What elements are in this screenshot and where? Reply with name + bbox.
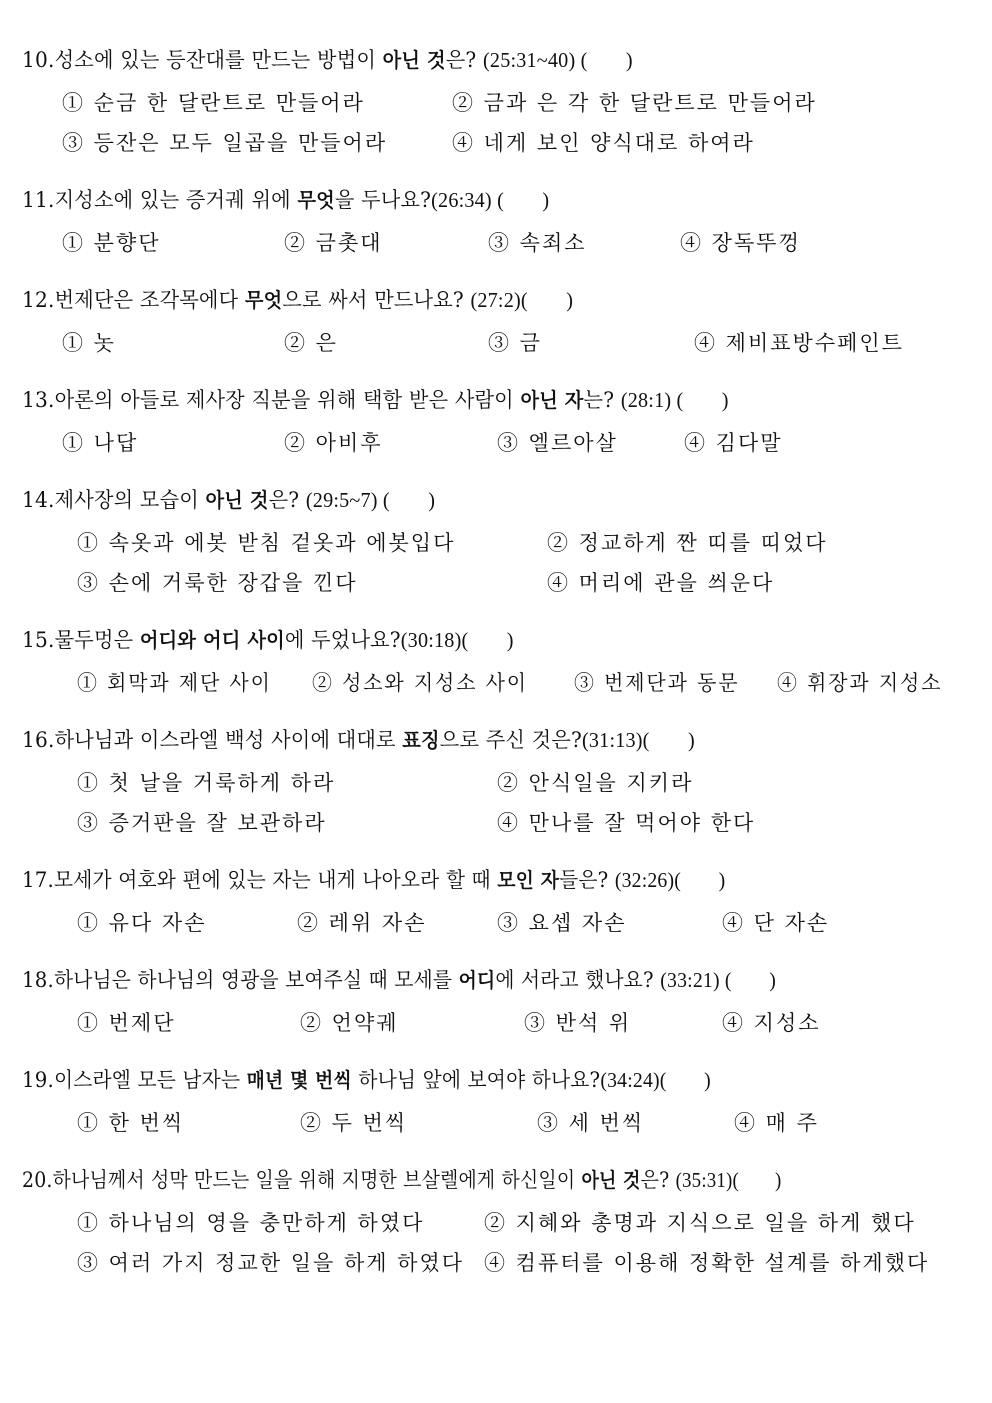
question-text-part: 성소에 있는 등잔대를 만드는 방법이	[54, 48, 383, 72]
answer-option[interactable]: ② 금촛대	[284, 231, 383, 255]
answer-option[interactable]: ② 은	[284, 331, 338, 355]
question-number: 14.	[22, 488, 55, 512]
answer-option[interactable]: ① 순금 한 달란트로 만들어라	[62, 91, 365, 115]
question-text-part: 들은?	[559, 868, 615, 892]
answer-option[interactable]: ④ 매 주	[734, 1111, 819, 1135]
question-text-part: 은?	[445, 48, 484, 72]
answer-option[interactable]: ③ 증거판을 잘 보관하라	[77, 811, 327, 835]
scripture-reference: (31:13)(	[581, 728, 650, 752]
question-text	[22, 485, 944, 515]
answer-option[interactable]: ③ 요셉 자손	[497, 911, 627, 935]
answer-option[interactable]: ② 두 번씩	[300, 1111, 408, 1135]
option-row	[22, 563, 982, 603]
question-keyword: 어디	[458, 968, 496, 992]
question-text	[22, 45, 944, 75]
question-text-part: 는?	[583, 388, 621, 412]
answer-option[interactable]: ① 분향단	[62, 231, 161, 255]
question-text	[22, 965, 924, 995]
question-15	[22, 625, 982, 703]
answer-option[interactable]: ① 한 번씩	[77, 1111, 185, 1135]
answer-option[interactable]: ① 나답	[62, 431, 139, 455]
answer-option[interactable]: ④ 장독뚜껑	[680, 231, 801, 255]
question-text	[22, 865, 924, 895]
question-number: 17.	[22, 868, 54, 892]
option-row	[22, 1203, 982, 1243]
question-text-part: 제사장의 모습이	[54, 488, 206, 512]
option-row	[22, 423, 982, 463]
answer-blank-close: )	[506, 628, 514, 652]
question-text-part: 하나님과 이스라엘 백성 사이에 대대로	[54, 728, 403, 752]
answer-option[interactable]: ② 금과 은 각 한 달란트로 만들어라	[452, 91, 817, 115]
scripture-reference: (29:5~7) (	[305, 488, 390, 512]
question-text-part: 에 두었나요?	[284, 628, 401, 652]
answer-blank-close: )	[625, 48, 633, 72]
scripture-reference: (34:24)(	[600, 1068, 667, 1092]
question-text	[22, 285, 944, 315]
question-keyword: 아닌 것	[205, 488, 269, 512]
answer-option[interactable]: ④ 김다말	[684, 431, 783, 455]
answer-blank-close: )	[718, 868, 726, 892]
question-16	[22, 725, 982, 843]
scripture-reference: (35:31)(	[675, 1168, 739, 1192]
question-number: 13.	[22, 388, 55, 412]
answer-option[interactable]: ③ 세 번씩	[537, 1111, 645, 1135]
answer-blank-close: )	[721, 388, 729, 412]
option-row	[22, 803, 982, 843]
answer-option[interactable]: ① 놋	[62, 331, 116, 355]
answer-option[interactable]: ③ 엘르아살	[497, 431, 618, 455]
option-row	[22, 323, 982, 363]
question-text-part: 은?	[268, 488, 306, 512]
option-row	[22, 903, 982, 943]
scripture-reference: (26:34) (	[431, 188, 504, 212]
question-keyword: 아닌 것	[581, 1168, 641, 1192]
answer-option[interactable]: ② 언약궤	[300, 1011, 399, 1035]
answer-option[interactable]: ③ 등잔은 모두 일곱을 만들어라	[62, 131, 388, 155]
question-text-part: 으로 싸서 만드나요?	[282, 288, 471, 312]
question-keyword: 어디와 어디 사이	[139, 628, 285, 652]
question-number: 20.	[22, 1168, 53, 1192]
answer-option[interactable]: ③ 손에 거룩한 장갑을 낀다	[77, 571, 358, 595]
question-19	[22, 1065, 982, 1143]
question-20	[22, 1165, 982, 1283]
question-10	[22, 45, 982, 163]
question-11	[22, 185, 982, 263]
scripture-reference: (27:2)(	[470, 288, 528, 312]
answer-option[interactable]: ① 번제단	[77, 1011, 176, 1035]
question-18	[22, 965, 982, 1043]
option-row	[22, 763, 982, 803]
question-text	[22, 1165, 886, 1195]
scripture-reference: (28:1) (	[620, 388, 684, 412]
answer-blank-close: )	[769, 968, 776, 992]
question-text-part: 하나님 앞에 보여야 하나요?	[351, 1068, 601, 1092]
answer-option[interactable]: ④ 단 자손	[722, 911, 830, 935]
question-14	[22, 485, 982, 603]
answer-option[interactable]: ④ 휘장과 지성소	[777, 671, 943, 695]
question-text	[22, 1065, 924, 1095]
question-number: 15.	[22, 628, 55, 652]
answer-option[interactable]: ② 정교하게 짠 띠를 띠었다	[547, 531, 828, 555]
question-text-part: 모세가 여호와 편에 있는 자는 내게 나아오라 할 때	[53, 868, 498, 892]
question-text	[22, 385, 944, 415]
answer-option[interactable]: ② 지혜와 총명과 지식으로 일을 하게 했다	[484, 1211, 916, 1235]
question-text-part: 번제단은 조각목에다	[54, 288, 245, 312]
answer-option[interactable]: ④ 네게 보인 양식대로 하여라	[452, 131, 755, 155]
answer-option[interactable]: ④ 컴퓨터를 이용해 정확한 설계를 하게했다	[484, 1251, 930, 1275]
question-keyword: 모인 자	[497, 868, 560, 892]
question-12	[22, 285, 982, 363]
question-keyword: 아닌 자	[520, 388, 584, 412]
answer-blank-close: )	[704, 1068, 711, 1092]
question-text-part: 하나님은 하나님의 영광을 보여주실 때 모세를	[53, 968, 459, 992]
answer-blank-close: )	[566, 288, 574, 312]
answer-blank-close: )	[688, 728, 695, 752]
question-keyword: 아닌 것	[382, 48, 446, 72]
question-13	[22, 385, 982, 463]
question-keyword: 무엇	[244, 288, 283, 312]
question-text-part: 이스라엘 모든 남자는	[53, 1068, 247, 1092]
answer-option[interactable]: ① 유다 자손	[77, 911, 207, 935]
answer-option[interactable]: ④ 만나를 잘 먹어야 한다	[497, 811, 756, 835]
answer-option[interactable]: ④ 지성소	[722, 1011, 821, 1035]
option-row	[22, 1103, 982, 1143]
answer-option[interactable]: ② 아비후	[284, 431, 383, 455]
scripture-reference: (30:18)(	[400, 628, 469, 652]
question-text-part: 은?	[640, 1168, 676, 1192]
question-text	[22, 625, 944, 655]
answer-option[interactable]: ① 하나님의 영을 충만하게 하였다	[77, 1211, 425, 1235]
scripture-reference: (32:26)(	[614, 868, 682, 892]
question-text-part: 하나님께서 성막 만드는 일을 위해 지명한 브살렐에게 하신일이	[52, 1168, 582, 1192]
answer-option[interactable]: ① 첫 날을 거룩하게 하라	[77, 771, 336, 795]
question-keyword: 무엇	[297, 188, 335, 212]
answer-option[interactable]: ③ 반석 위	[524, 1011, 632, 1035]
question-number: 18.	[22, 968, 54, 992]
option-row	[22, 523, 982, 563]
question-17	[22, 865, 982, 943]
question-keyword: 매년 몇 번씩	[246, 1068, 352, 1092]
option-row	[22, 1003, 982, 1043]
answer-option[interactable]: ① 회막과 제단 사이	[77, 671, 272, 695]
question-number: 12.	[22, 288, 55, 312]
question-text-part: 아론의 아들로 제사장 직분을 위해 택함 받은 사람이	[54, 388, 521, 412]
question-text-part: 으로 주신 것은?	[439, 728, 582, 752]
option-row	[22, 663, 982, 703]
option-row	[22, 1243, 982, 1283]
answer-option[interactable]: ③ 속죄소	[488, 231, 587, 255]
scripture-reference: (25:31~40) (	[483, 48, 588, 72]
question-number: 19.	[22, 1068, 54, 1092]
answer-blank-close: )	[428, 488, 436, 512]
question-text-part: 에 서라고 했나요?	[495, 968, 661, 992]
answer-blank-close: )	[774, 1168, 782, 1192]
question-text	[22, 185, 944, 215]
option-row	[22, 83, 982, 123]
scripture-reference: (33:21) (	[660, 968, 732, 992]
answer-option[interactable]: ③ 금	[488, 331, 542, 355]
option-row	[22, 123, 982, 163]
answer-option[interactable]: ④ 제비표방수페인트	[694, 331, 904, 355]
question-keyword: 표징	[402, 728, 440, 752]
question-number: 10.	[22, 48, 55, 72]
answer-option[interactable]: ③ 번제단과 동문	[574, 671, 740, 695]
answer-option[interactable]: ② 안식일을 지키라	[497, 771, 694, 795]
answer-option[interactable]: ① 속옷과 에봇 받침 겉옷과 에봇입다	[77, 531, 456, 555]
question-number: 16.	[22, 728, 55, 752]
question-text-part: 을 두나요?	[334, 188, 432, 212]
answer-option[interactable]: ② 레위 자손	[297, 911, 427, 935]
answer-option[interactable]: ④ 머리에 관을 씌운다	[547, 571, 775, 595]
question-number: 11.	[22, 188, 55, 212]
question-text-part: 물두멍은	[54, 628, 140, 652]
option-row	[22, 223, 982, 263]
answer-option[interactable]: ③ 여러 가지 정교한 일을 하게 하였다	[77, 1251, 465, 1275]
question-text	[22, 725, 944, 755]
question-text-part: 지성소에 있는 증거궤 위에	[54, 188, 298, 212]
answer-blank-close: )	[542, 188, 550, 212]
answer-option[interactable]: ② 성소와 지성소 사이	[312, 671, 528, 695]
